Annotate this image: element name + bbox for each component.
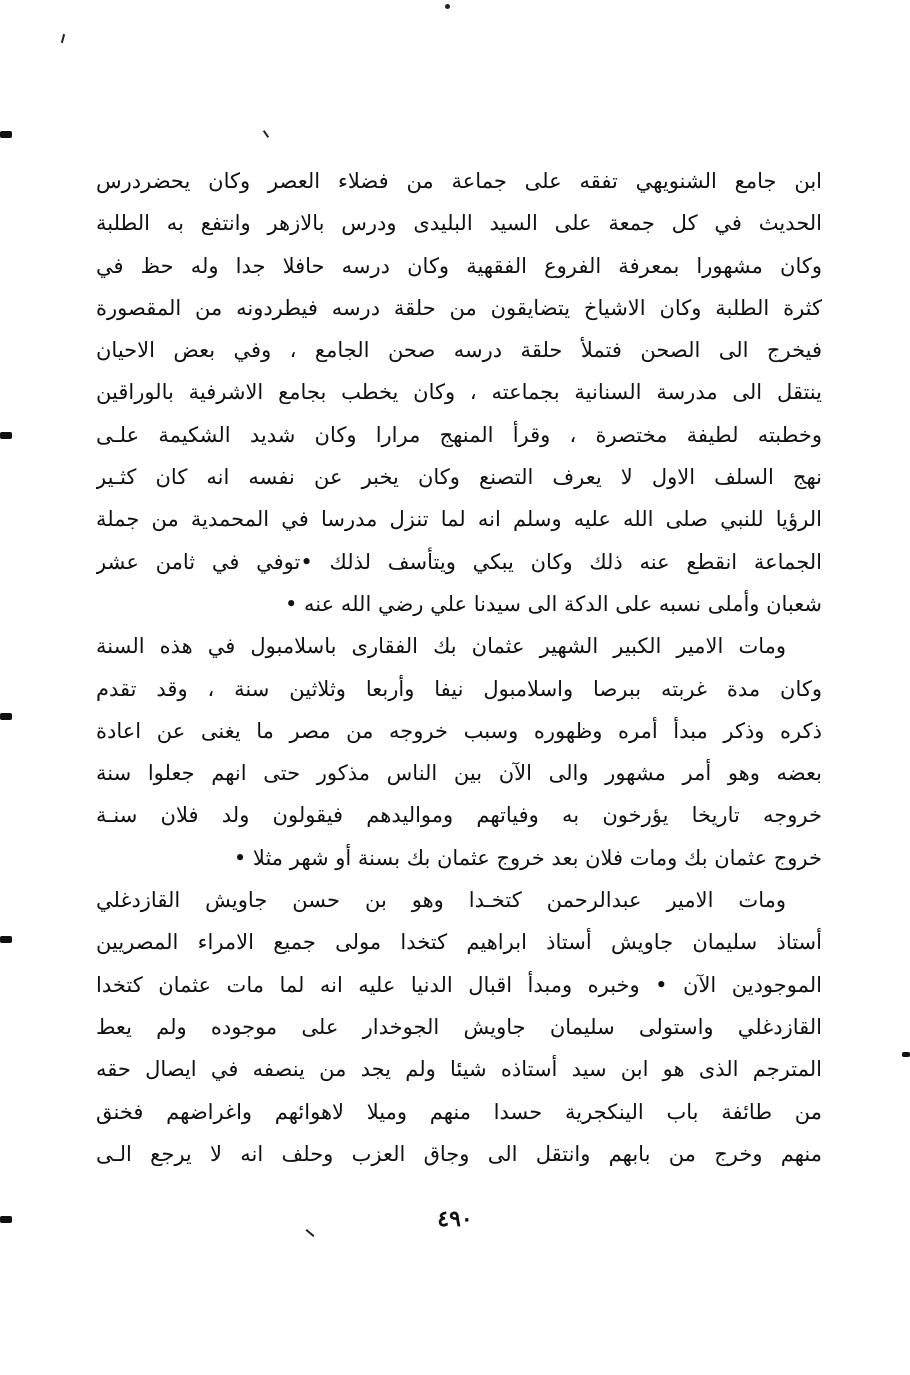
text-line: خروجه تاريخا يؤرخون به وفياتهم وموالیدهم فيقولون ولد فلان سنـة <box>96 803 822 828</box>
text-line: ابن جامع الشنويهي تفقه على جماعة من فضلاء العصر وكان يحضردرس <box>96 169 822 193</box>
text-line: وكان مدة غربته ببرصا واسلامبول نيفا وأربعا وثلاثين سنة ، وقد تقدم <box>96 676 822 701</box>
text-line: من طائفة باب الينكجرية حسدا منهم وميلا لاهوائهم واغراضهم فخنق <box>96 1099 822 1124</box>
right-edge-mark <box>902 1052 910 1057</box>
text-line: القازدغلي واستولى سليمان جاويش الجوخدار على موجوده ولم يعط <box>96 1014 822 1039</box>
page-text-block <box>96 160 822 1175</box>
text-line: ينتقل الى مدرسة السنانية بجماعته ، وكان يخطب بجامع الاشرفية بالوراقين <box>96 380 822 405</box>
left-edge-mark <box>0 432 12 439</box>
text-line: أستاذ سليمان جاويش أستاذ ابراهيم كتخدا مولى جميع الامراء المصريين <box>96 930 822 955</box>
text-line: وخطبته لطيفة مختصرة ، وقرأ المنهج مرارا وكان شديد الشكيمة علـى <box>96 422 822 447</box>
left-edge-mark <box>0 936 12 943</box>
text-line: نهج السلف الاول لا يعرف التصنع وكان يخبر عن نفسه انه كان كثـير <box>96 465 822 490</box>
left-edge-mark <box>0 713 12 720</box>
mid-ink-speck <box>263 130 269 138</box>
page-number: ٤٩٠ <box>437 1206 473 1232</box>
text-line: ذكره وذكر مبدأ أمره وظهوره وسبب خروجه من مصر ما يغنى عن اعادة <box>96 718 822 743</box>
text-line: الموجودين الآن • وخبره ومبدأ اقبال الدنيا عليه انه لما مات عثمان كتخدا <box>96 972 822 997</box>
text-line: بعضه وهو أمر مشهور والى الآن بين الناس مذكور حتى انهم جعلوا سنة <box>96 761 822 786</box>
text-line: فيخرج الى الصحن فتملأ حلقة درسه صحن الجامع ، وفي بعض الاحيان <box>96 338 822 363</box>
text-line: ومات الامير عبدالرحمن كتخـدا وهو بن حسن جاويش القازدغلي <box>96 888 786 913</box>
left-edge-mark <box>0 131 12 138</box>
text-line: شعبان وأملى نسبه على الدكة الى سيدنا علي رضي الله عنه • <box>284 591 822 616</box>
text-line: الحديث في كل جمعة على السيد البليدى ودرس بالازهر وانتفع به الطلبة <box>96 211 822 236</box>
text-line: منهم وخرج من بابهم وانتقل الى وجاق العزب وحلف انه لا يرجع الـى <box>96 1141 822 1166</box>
text-line: المترجم الذى هو ابن سيد أستاذه شيئا ولم يجد من ينصفه في ايصال حقه <box>96 1057 822 1082</box>
text-line: ومات الامير الكبير الشهير عثمان بك الفقارى باسلامبول في هذه السنة <box>96 634 787 659</box>
text-line: خروج عثمان بك ومات فلان بعد خروج عثمان بك بسنة أو شهر مثلا • <box>233 845 822 870</box>
top-ink-speck <box>445 4 450 9</box>
text-line: كثرة الطلبة وكان الاشياخ يتضايقون من حلقة درسه فيطردونه من المقصورة <box>96 295 822 320</box>
corner-ink-speck <box>61 34 65 43</box>
text-line: الرؤيا للنبي صلى الله عليه وسلم انه لما تنزل مدرسا في المحمدية من جملة <box>96 507 822 532</box>
text-line: الجماعة انقطع عنه ذلك وكان يبكي ويتأسف لذلك •توفي في ثامن عشر <box>96 549 822 574</box>
text-line: وكان مشهورا بمعرفة الفروع الفقهية وكان درسه حافلا جدا وله حظ في <box>96 253 822 278</box>
